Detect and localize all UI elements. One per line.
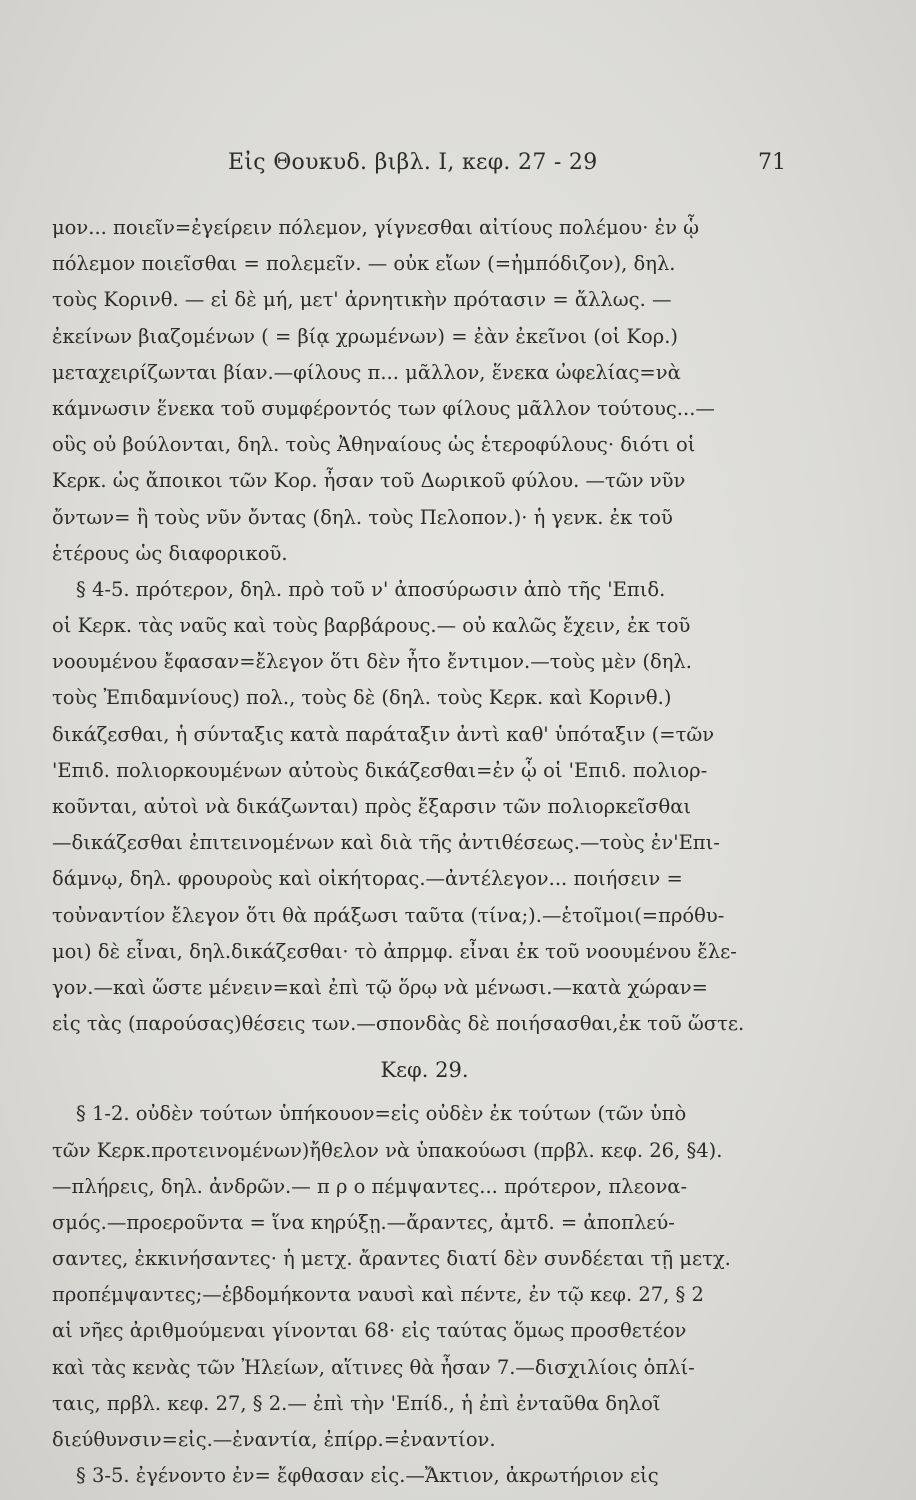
text-line: τοὺς Ἐπιδαμνίους) πολ., τοὺς δὲ (δηλ. τοὺς Κερκ. καὶ Κορινθ.) [52, 686, 672, 710]
paragraph-chapter-29 [52, 1096, 797, 1494]
text-line: Κερκ. ὡς ἄποικοι τῶν Κορ. ἦσαν τοῦ Δωρικοῦ φύλου. —τῶν νῦν [52, 469, 686, 493]
text-line: εἰς τὰς (παρούσας)θέσεις των.—σπονδὰς δὲ ποιήσασθαι,ἐκ τοῦ ὥστε. [52, 1012, 745, 1036]
text-line: οὓς οὐ βούλονται, δηλ. τοὺς Ἀθηναίους ὡς ἑτεροφύλους· διότι οἱ [52, 433, 696, 457]
text-line: σμός.—προεροῦντα = ἵνα κηρύξῃ.—ἄραντες, ἀμτδ. = ἀποπλεύ- [52, 1210, 675, 1234]
text-line: κοῦνται, αὐτοὶ νὰ δικάζωνται) πρὸς ἔξαρσιν τῶν πολιορκεῖσθαι [52, 795, 692, 818]
text-line: δικάζεσθαι, ἡ σύνταξις κατὰ παράταξιν ἀντὶ καθ' ὑπόταξιν (=τῶν [52, 722, 715, 746]
text-line: γον.—καὶ ὥστε μένειν=καὶ ἐπὶ τῷ ὅρῳ νὰ μένωσι.—κατὰ χώραν= [52, 975, 708, 999]
text-line: —δικάζεσθαι ἐπιτεινομένων καὶ διὰ τῆς ἀντιθέσεως.—τοὺς ἐν'Επι- [52, 831, 720, 855]
text-line: § 3-5. ἐγένοντο ἐν= ἔφθασαν εἰς.—Ἄκτιον, ἀκρωτήριον εἰς [76, 1464, 659, 1488]
paragraph-section-4-5 [52, 572, 797, 1042]
paragraph-commentary-27-3 [52, 210, 797, 572]
page-body [52, 210, 797, 1494]
text-line: § 1-2. οὐδὲν τούτων ὑπήκουον=εἰς οὐδὲν ἐκ τούτων (τῶν ὑπὸ [76, 1102, 687, 1126]
text-line: 'Επιδ. πολιορκουμένων αὐτοὺς δικάζεσθαι=ἐν ᾧ οἱ 'Επιδ. πολιορ- [52, 758, 708, 782]
text-line: μον... ποιεῖν=ἐγείρειν πόλεμον, γίγνεσθαι αἰτίους πολέμου· ἐν ᾧ [52, 216, 700, 239]
chapter-heading: Κεφ. 29. [380, 1058, 469, 1083]
text-line: τοὺς Κορινθ. — εἰ δὲ μή, μετ' ἀρνητικὴν πρότασιν = ἄλλως. — [52, 288, 672, 312]
text-line: § 4-5. πρότερον, δηλ. πρὸ τοῦ ν' ἀποσύρωσιν ἀπὸ τῆς 'Επιδ. [76, 577, 666, 601]
page-number: 71 [758, 150, 786, 175]
text-line: προπέμψαντες;—ἑβδομήκοντα ναυσὶ καὶ πέντε, ἐν τῷ κεφ. 27, § 2 [52, 1283, 704, 1307]
text-line: τῶν Κερκ.προτεινομένων)ἤθελον νὰ ὑπακούωσι (πρβλ. κεφ. 26, §4). [52, 1138, 723, 1162]
text-line: μεταχειρίζωνται βίαν.—φίλους π... μᾶλλον, ἕνεκα ὠφελίας=νὰ [52, 360, 681, 384]
text-line: ταις, πρβλ. κεφ. 27, § 2.— ἐπὶ τὴν 'Επίδ., ἡ ἐπὶ ἐνταῦθα δηλοῖ [52, 1391, 661, 1415]
text-line: μοι) δὲ εἶναι, δηλ.δικάζεσθαι· τὸ ἀπρμφ. εἶναι ἐκ τοῦ νοουμένου ἔλε- [52, 939, 737, 963]
text-line: κάμνωσιν ἕνεκα τοῦ συμφέροντός των φίλους μᾶλλον τούτους...— [52, 396, 715, 420]
text-line: ἐκείνων βιαζομένων ( = βίᾳ χρωμένων) = ἐὰν ἐκεῖνοι (οἱ Κορ.) [52, 324, 679, 348]
text-line: ὄντων= ἢ τοὺς νῦν ὄντας (δηλ. τοὺς Πελοπον.)· ἡ γενκ. ἐκ τοῦ [52, 505, 673, 529]
running-title: Εἰς Θουκυδ. βιβλ. I, κεφ. 27 - 29 [228, 150, 598, 175]
text-line: —πλήρεις, δηλ. ἀνδρῶν.— π ρ ο πέμψαντες... πρότερον, πλεονα- [52, 1174, 688, 1198]
text-line: καὶ τὰς κενὰς τῶν Ἠλείων, αἵτινες θὰ ἦσαν 7.—δισχιλίοις ὁπλί- [52, 1355, 695, 1379]
text-line: αἱ νῆες ἀριθμούμεναι γίνονται 68· εἰς ταύτας ὅμως προσθετέον [52, 1319, 687, 1343]
text-line: ἑτέρους ὡς διαφορικοῦ. [52, 541, 288, 565]
text-line: σαντες, ἐκκινήσαντες· ἡ μετχ. ἄραντες διατί δὲν συνδέεται τῇ μετχ. [52, 1247, 731, 1271]
text-line: πόλεμον ποιεῖσθαι = πολεμεῖν. — οὐκ εἴων (=ἠμπόδιζον), δηλ. [52, 252, 676, 276]
text-line: νοουμένου ἔφασαν=ἔλεγον ὅτι δὲν ἦτο ἔντιμον.—τοὺς μὲν (δηλ. [52, 650, 692, 674]
text-line: οἱ Κερκ. τὰς ναῦς καὶ τοὺς βαρβάρους.— οὐ καλῶς ἔχειν, ἐκ τοῦ [52, 614, 691, 638]
text-line: διεύθυνσιν=εἰς.—ἐναντία, ἐπίρρ.=ἐναντίον. [52, 1428, 496, 1451]
text-line: δάμνῳ, δηλ. φρουροὺς καὶ οἰκήτορας.—ἀντέλεγον... ποιήσειν = [52, 867, 683, 891]
text-line: τοὐναντίον ἔλεγον ὅτι θὰ πράξωσι ταῦτα (τίνα;).—ἑτοῖμοι(=πρόθυ- [52, 903, 725, 927]
